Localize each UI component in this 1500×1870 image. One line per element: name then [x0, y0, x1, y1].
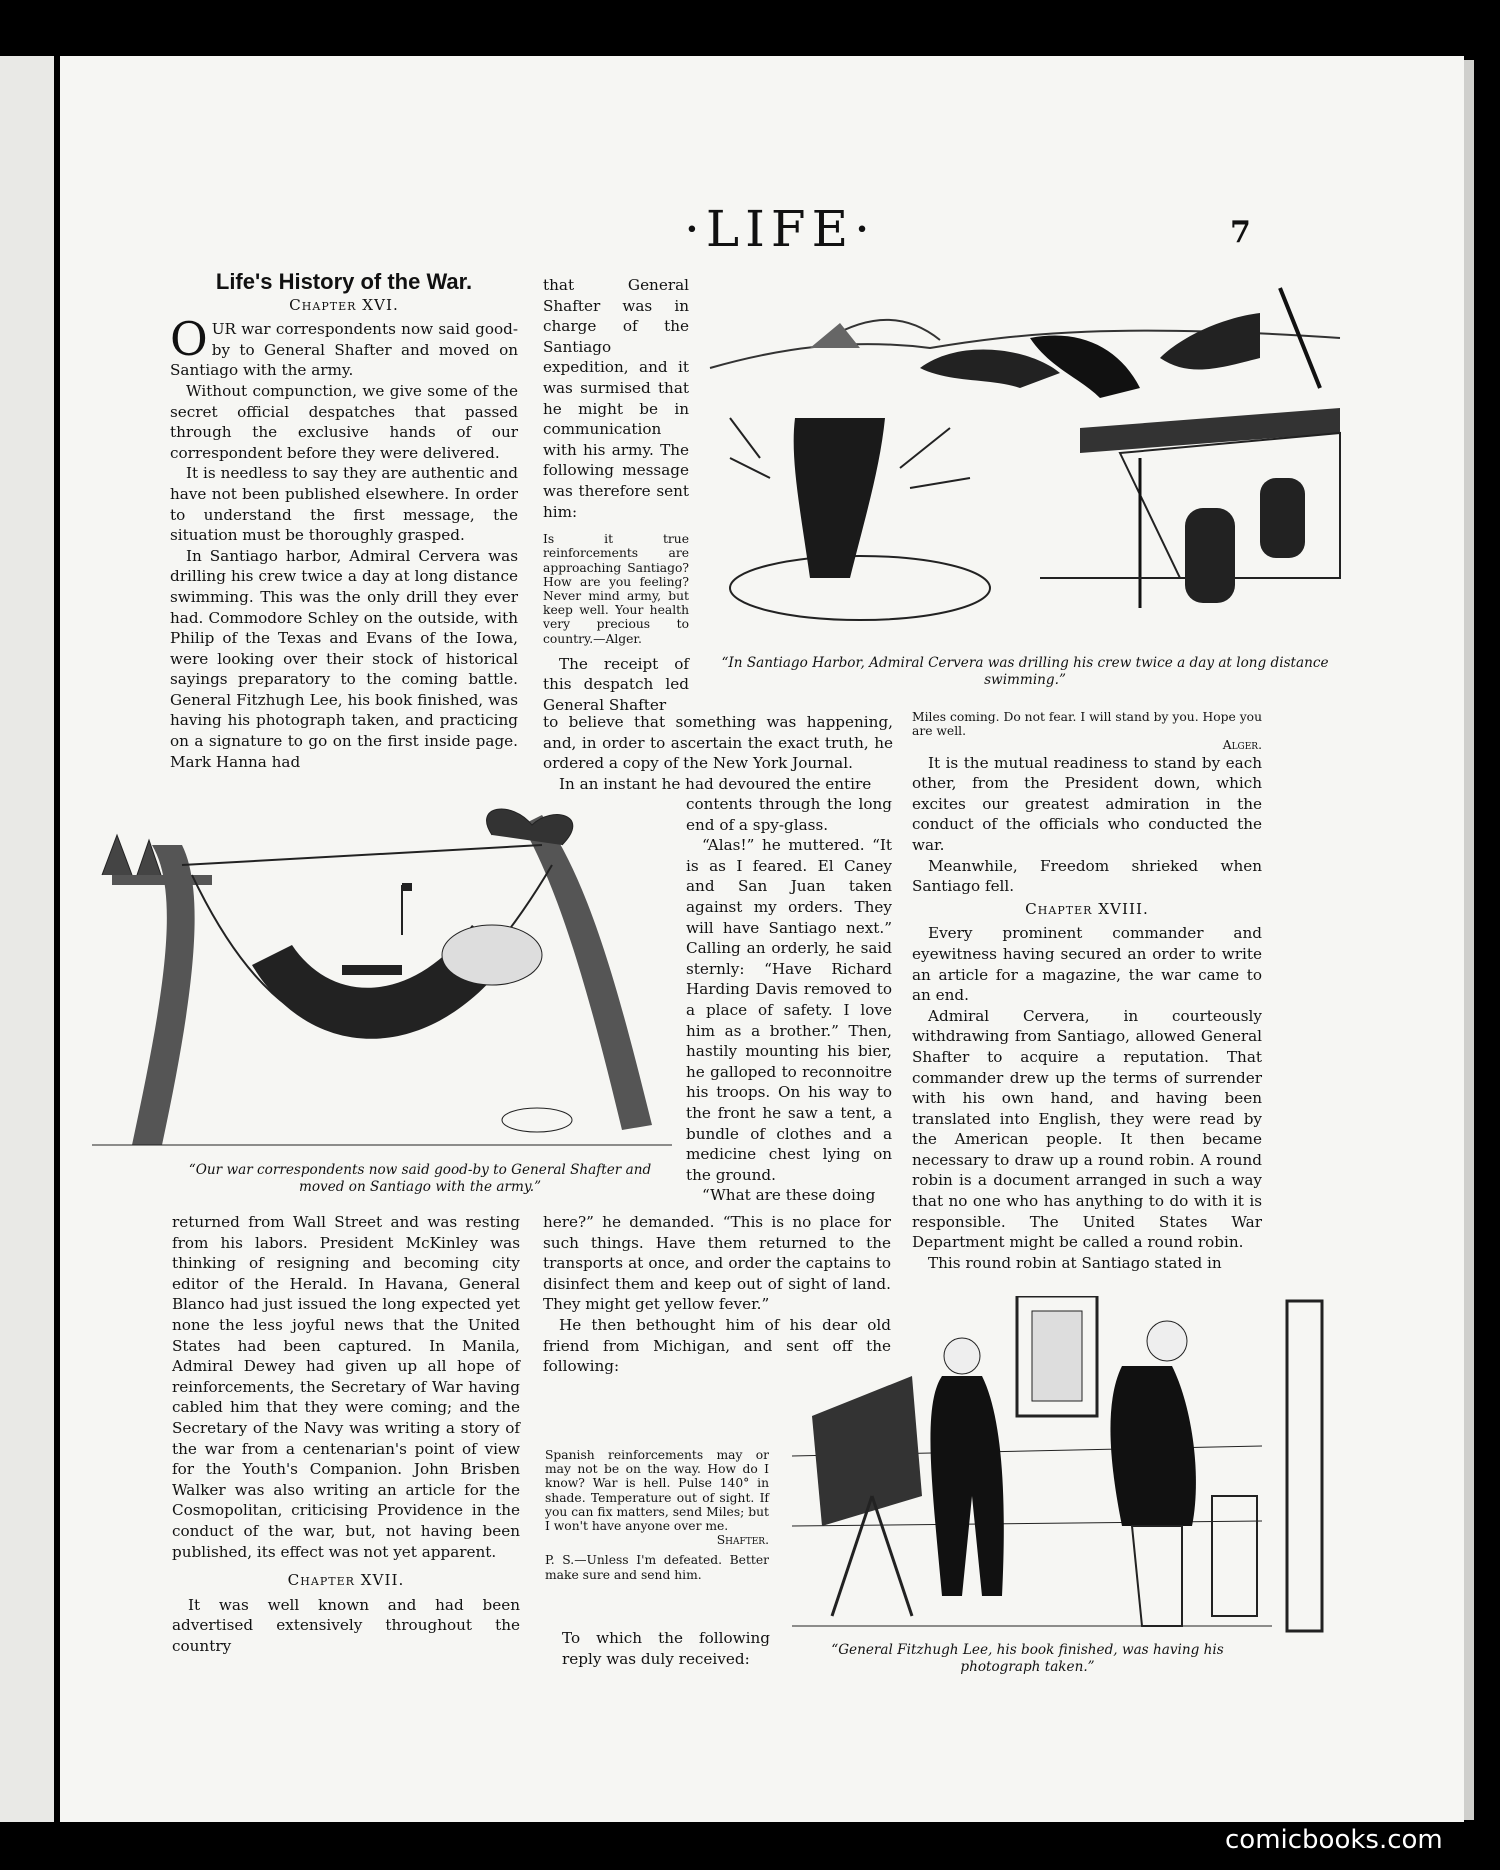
paragraph: OUR war correspondents now said good-by to General Shafter and moved on Santiago with the army. [170, 312, 518, 380]
chapter-heading: Chapter XVI. [289, 295, 399, 314]
paragraph: The receipt of this despatch led General Shafter [543, 654, 689, 714]
paragraph: here?” he demanded. “This is no place for such things. Have them returned to the transports at once, and order the captains to disinfect them and keep out of sight of land. They might get yellow fever.” [543, 1213, 891, 1314]
column-1-top [170, 269, 518, 772]
article-title: Life's History of the War. [215, 269, 473, 294]
paragraph: It is the mutual readiness to stand by each other, from the President down, which excites our greatest admiration in the conduct of the officials who conducted the war. [912, 753, 1262, 854]
photograph-caption: “General Fitzhugh Lee, his book finished, was having his photograph taken.” [831, 1642, 1224, 1675]
column-2-mid [543, 712, 893, 794]
drop-cap: O [170, 312, 208, 367]
paragraph: This round robin at Santiago stated in [928, 1253, 1222, 1272]
telegram: Spanish reinforcements may or may not be on the way. How do I know? War is hell. Pulse 140° in shade. Temperature out of sight. If you can fix matters, send Miles; but I won't have anyone over me. Shafter. P. S.—Unless I'm defeated. Better make sure and send him. [545, 1448, 769, 1582]
column-2-end [562, 1628, 770, 1669]
watermark: comicbooks.com [1225, 1825, 1443, 1855]
chapter-heading: Chapter XVIII. [1025, 899, 1149, 918]
paragraph: Without compunction, we give some of the secret official despatches that passed through the exclusive hands of our correspondent before they were delivered. [170, 381, 518, 462]
paragraph: It was well known and had been advertised extensively throughout the country [172, 1595, 520, 1655]
paragraph: In an instant he had devoured the entire [559, 774, 872, 793]
chapter-heading: Chapter XVII. [287, 1571, 405, 1590]
paragraph: Every prominent commander and eyewitness having secured an order to write an article for a magazine, the war came to an end. [912, 924, 1262, 1005]
hammock-caption: “Our war correspondents now said good-by to General Shafter and moved on Santiago with the army.” [188, 1162, 652, 1195]
paragraph: contents through the long end of a spy-glass. [686, 795, 892, 834]
page-number: 7 [1230, 215, 1251, 250]
telegram: Is it true reinforcements are approaching Santiago? How are you feeling? Never mind army, but keep well. Your health very precious to country.—Alger. [543, 532, 689, 646]
hammock-illustration [92, 805, 672, 1155]
paragraph: to believe that something was happening, and, in order to ascertain the exact truth, he ordered a copy of the New York Journal. [543, 713, 893, 773]
column-2-top [543, 275, 689, 716]
masthead-title: ·LIFE· [684, 200, 876, 258]
column-2-side [686, 794, 892, 1206]
paragraph: In Santiago harbor, Admiral Cervera was drilling his crew twice a day at long distance swimming. This was the only drill they ever had. Commodore Schley on the outside, with Philip of the Texas and Evans of the Iowa, were looking over their stock of historical sayings preparatory to the coming battle. General Fitzhugh Lee, his book finished, was having his photograph taken, and practicing on a signature to go on the first inside page. Mark Hanna had [170, 546, 518, 771]
paragraph: To which the following reply was duly received: [562, 1629, 770, 1668]
paragraph: that General Shafter was in charge of the Santiago expedition, and it was surmised that he might be in communication with his army. The following message was therefore sent him: [543, 276, 689, 521]
signature: Shafter. [716, 1533, 769, 1548]
paragraph: He then bethought him of his dear old friend from Michigan, and sent off the following: [543, 1315, 891, 1376]
paragraph: It is needless to say they are authentic and have not been published elsewhere. In order to understand the first message, the situation must be thoroughly grasped. [170, 464, 518, 545]
swimming-illustration [700, 278, 1350, 652]
photograph-illustration [792, 1296, 1362, 1640]
page-edge [1464, 60, 1474, 1820]
paragraph: “Alas!” he muttered. “It is as I feared. El Caney and San Juan taken against my orders. They will have Santiago next.” Calling an orderly, he said sternly: “Have Richard Harding Davis removed to a place of safety. I love him as a brother.” Then, hastily mounting his bier, he galloped to reconnoitre his troops. On his way to the front he saw a tent, a bundle of clothes and a medicine chest lying on the ground. [686, 836, 892, 1184]
swimming-caption: “In Santiago Harbor, Admiral Cervera was drilling his crew twice a day at long distance swimming.” [721, 655, 1329, 688]
paragraph: Meanwhile, Freedom shrieked when Santiago fell. [912, 856, 1262, 896]
signature: Alger. [1222, 738, 1262, 753]
telegram-end: Miles coming. Do not fear. I will stand by you. Hope you are well. Alger. [912, 710, 1262, 753]
paragraph: returned from Wall Street and was resting from his labors. President McKinley was thinking of resigning and becoming city editor of the Herald. In Havana, General Blanco had just issued the long expected yet none the less joyful news that the United States had been captured. In Manila, Admiral Dewey had given up all hope of reinforcements, the Secretary of War having cabled him that they were coming; and the Secretary of the Navy was writing a story of the war from a centenarian's point of view for the Youth's Companion. John Brisben Walker was also writing an article for the Cosmopolitan, criticising Providence in the conduct of the war, but, not having been published, its effect was not yet apparent. [172, 1213, 520, 1561]
paragraph: “What are these doing [702, 1186, 876, 1205]
column-3 [912, 710, 1262, 1273]
facing-page-edge [0, 56, 54, 1822]
column-1-bottom [172, 1212, 520, 1656]
paragraph: Admiral Cervera, in courteously withdrawing from Santiago, allowed General Shafter to acquire a reputation. That commander drew up the terms of surrender with his own hand, and having been translated into English, they were read by the American people. It then became necessary to draw up a round robin. A round robin is a document arranged in such a way that no one who has anything to do with it is responsible. The United States War Department might be called a round robin. [912, 1006, 1262, 1252]
